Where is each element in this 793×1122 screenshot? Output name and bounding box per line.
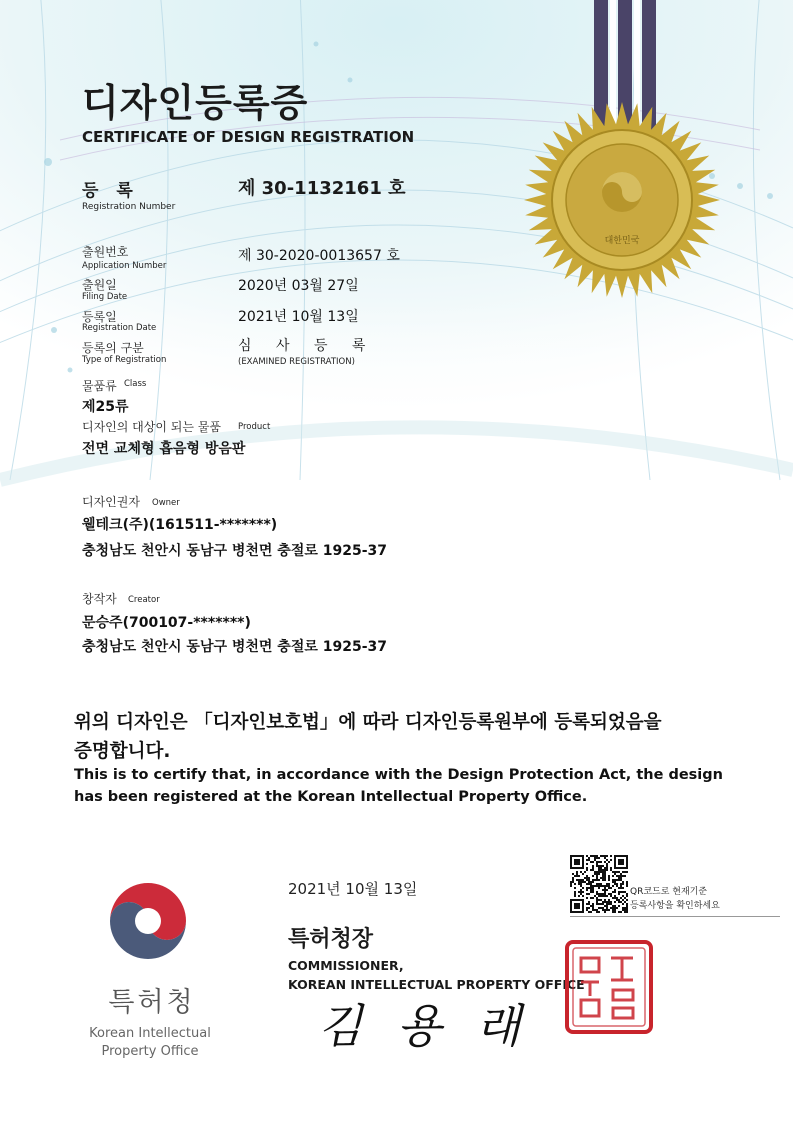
kipo-name-en-line2: Property Office — [101, 1044, 199, 1059]
registration-label-ko: 등 록 — [82, 181, 139, 201]
owner-address: 충청남도 천안시 동남구 병천면 충절로 1925-37 — [82, 543, 388, 559]
qr-note-line1: QR코드로 현재기준 — [630, 887, 708, 897]
product-label-en: Product — [238, 422, 271, 432]
application-label-en: Application Number — [82, 261, 167, 271]
official-seal-stamp — [563, 938, 655, 1036]
type-label-en: Type of Registration — [82, 355, 167, 365]
owner-label-ko: 디자인권자 — [82, 495, 140, 509]
creator-name: 문승주(700107-*******) — [82, 615, 251, 631]
gold-medal-seal — [522, 100, 722, 300]
commissioner-en-line1: COMMISSIONER, — [288, 958, 404, 973]
type-value-ko: 심 사 등 록 — [238, 338, 376, 354]
commissioner-title-en — [288, 956, 585, 994]
type-value-en: (EXAMINED REGISTRATION) — [238, 357, 355, 367]
owner-name: 웰테크(주)(161511-*******) — [82, 517, 278, 533]
filing-label-en: Filing Date — [82, 292, 128, 302]
kipo-logo-icon — [98, 876, 198, 966]
document-title-ko: 디자인등록증 — [82, 81, 309, 125]
filing-date: 2020년 03월 27일 — [238, 278, 359, 294]
product-value: 전면 교체형 흡음형 방음판 — [82, 441, 246, 457]
commissioner-en-line2: KOREAN INTELLECTUAL PROPERTY OFFICE — [288, 977, 585, 992]
creator-label-en: Creator — [128, 595, 160, 605]
product-label-ko: 디자인의 대상이 되는 물품 — [82, 420, 221, 434]
filing-label-ko: 출원일 — [82, 278, 117, 292]
registration-date-label-en: Registration Date — [82, 323, 157, 333]
class-label-ko: 물품류 — [82, 379, 117, 393]
type-label-ko: 등록의 구분 — [82, 341, 144, 355]
statement-ko-line2: 증명합니다. — [74, 741, 171, 762]
certification-statement-ko — [74, 708, 661, 766]
owner-label-en: Owner — [152, 498, 180, 508]
statement-en-line1: This is to certify that, in accordance with the Design Protection Act, the design — [74, 767, 723, 783]
kipo-name-en-line1: Korean Intellectual — [89, 1026, 211, 1041]
commissioner-title-ko: 특허청장 — [288, 927, 374, 952]
class-label-en: Class — [124, 379, 147, 389]
application-number: 제 30-2020-0013657 호 — [238, 248, 400, 264]
registration-date: 2021년 10월 13일 — [238, 309, 359, 325]
issue-date: 2021년 10월 13일 — [288, 880, 418, 898]
registration-date-label-ko: 등록일 — [82, 310, 117, 324]
statement-ko-line1: 위의 디자인은 「디자인보호법」에 따라 디자인등록원부에 등록되었음을 — [74, 712, 662, 733]
kipo-name-en — [76, 1025, 224, 1061]
qr-code[interactable] — [570, 855, 628, 913]
statement-en-line2: has been registered at the Korean Intellectual Property Office. — [74, 789, 588, 805]
qr-divider — [570, 916, 780, 917]
registration-label-en: Registration Number — [82, 202, 176, 212]
qr-note — [630, 885, 720, 913]
qr-note-line2: 등록사항을 확인하세요 — [630, 901, 720, 911]
creator-label-ko: 창작자 — [82, 592, 117, 606]
commissioner-signature: 김 용 래 — [318, 999, 531, 1053]
class-value: 제25류 — [82, 399, 129, 415]
application-label-ko: 출원번호 — [82, 245, 129, 259]
kipo-name-ko: 특허청 — [108, 987, 196, 1018]
certification-statement-en — [74, 764, 754, 808]
registration-number: 제 30-1132161 호 — [238, 178, 406, 199]
document-title-en: CERTIFICATE OF DESIGN REGISTRATION — [82, 128, 415, 146]
creator-address: 충청남도 천안시 동남구 병천면 충절로 1925-37 — [82, 639, 388, 655]
medal-caption: 대한민국 — [604, 236, 640, 246]
